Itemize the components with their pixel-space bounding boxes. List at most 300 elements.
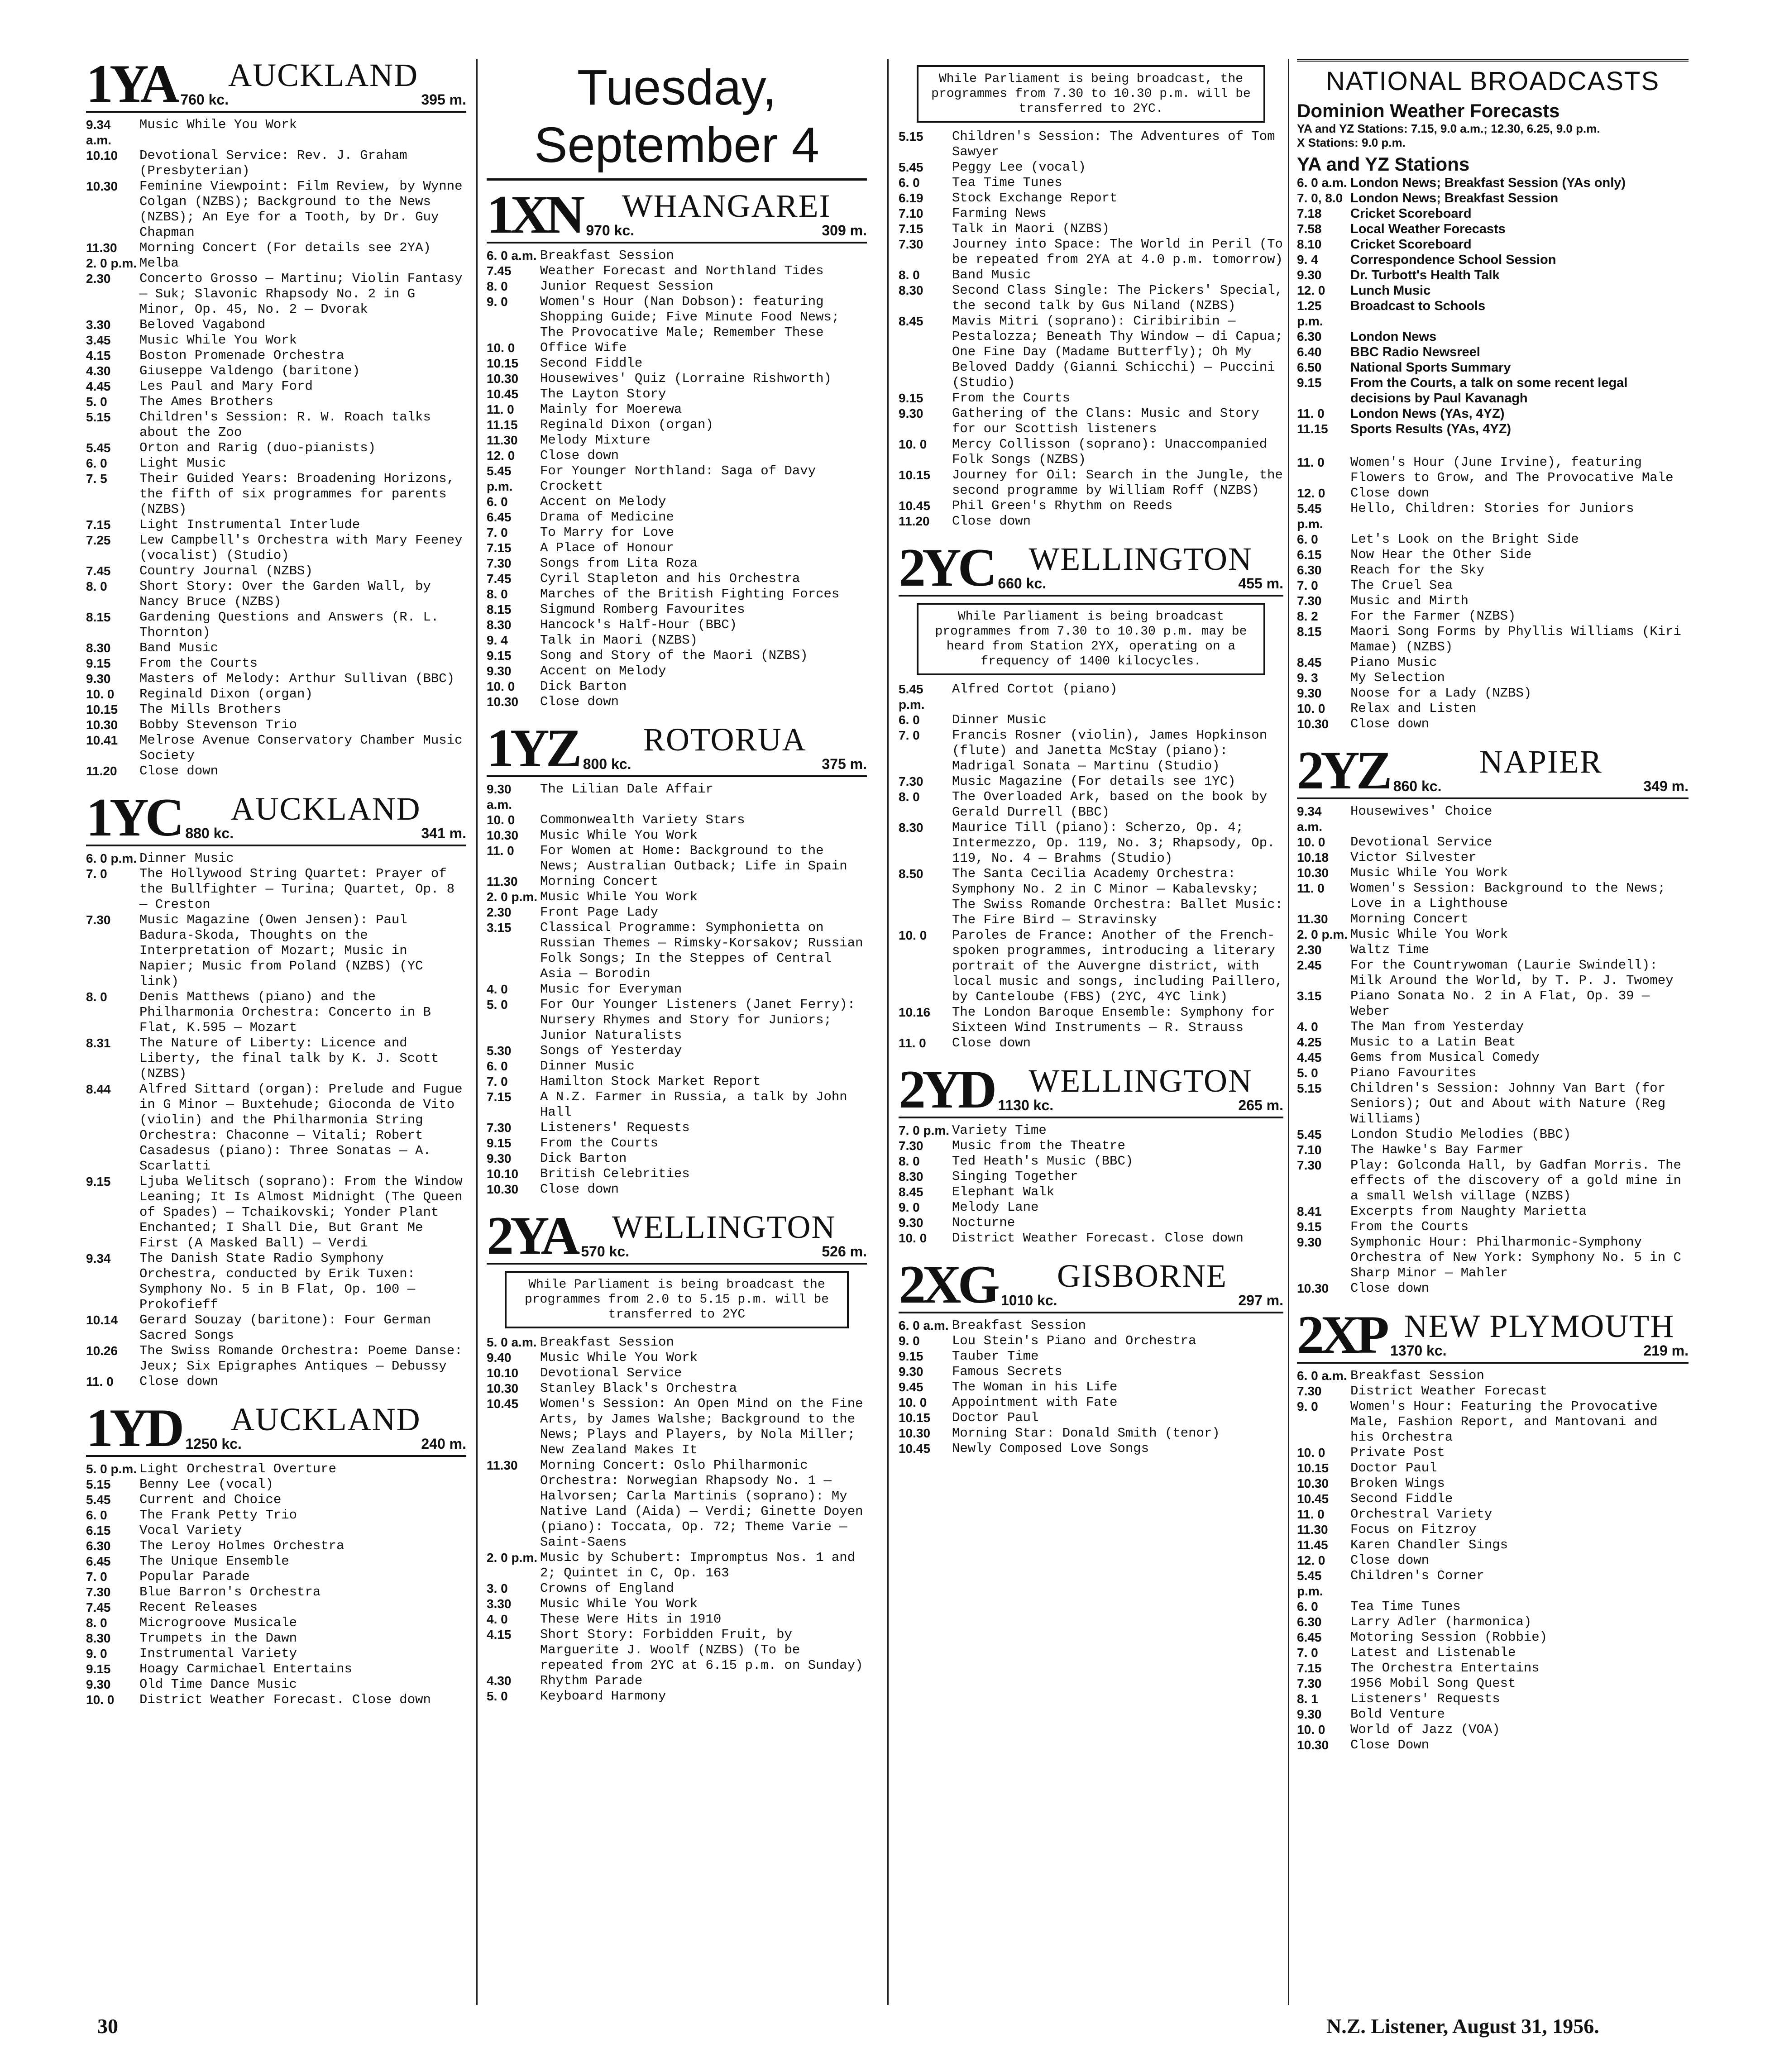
programme-item: [487, 664, 867, 679]
programme-item: [1297, 609, 1689, 624]
programme-time: 8. 0: [899, 1154, 920, 1168]
programme-item: [899, 406, 1283, 437]
programme-time: 11.20: [899, 514, 930, 528]
programme-item: [899, 498, 1283, 514]
programme-time: 10.30: [487, 372, 519, 386]
programme-list: [1297, 1368, 1689, 1753]
programme-time: 3.30: [86, 318, 111, 332]
station-kc: 800 kc.: [583, 756, 631, 772]
programme-time: 5.15: [86, 1477, 111, 1491]
station-kc: 760 kc.: [180, 91, 229, 108]
programme-item: [86, 379, 466, 394]
programme-item: [487, 648, 867, 664]
programme-item: [1297, 942, 1689, 958]
programme-title: Mavis Mitri (soprano): Ciribiribin — Pestalozza; Beneath Thy Window — di Capua; One Fine Day (Madame Butterfly); Oh My Beloved Daddy (Gianni Schicchi) — Puccini (Studio): [952, 314, 1283, 390]
programme-time: 9.30: [899, 1365, 923, 1379]
programme-time: 6.15: [86, 1523, 111, 1537]
national-programme-item: [1297, 252, 1689, 267]
programme-title: Elephant Walk: [952, 1184, 1055, 1199]
programme-title: Old Time Dance Music: [139, 1677, 297, 1692]
programme-title: Gardening Questions and Answers (R. L. Thornton): [139, 610, 439, 640]
programme-time: 4.45: [86, 379, 111, 393]
programme-time: 7.58: [1297, 222, 1322, 236]
programme-time: 9.15: [86, 1662, 111, 1676]
programme-item: [1297, 1035, 1689, 1050]
programme-time: 7.45: [487, 264, 512, 278]
programme-time: 10.30: [1297, 1476, 1329, 1490]
programme-item: [1297, 1553, 1689, 1568]
station-frequency: [583, 756, 867, 773]
station-call-sign: 1YZ: [487, 718, 579, 778]
programme-item: [86, 517, 466, 533]
programme-time: 7.30: [899, 774, 923, 788]
programme-time: 7.10: [899, 206, 923, 220]
station-frequency: [1001, 1292, 1283, 1309]
programme-item: [487, 782, 867, 812]
programme-time: 2.45: [1297, 958, 1322, 972]
programme-time: 5.15: [899, 129, 923, 143]
programme-item: [86, 671, 466, 687]
national-programme-item: [1297, 329, 1689, 344]
programme-time: 12. 0: [1297, 486, 1325, 500]
programme-time: 8.41: [1297, 1204, 1322, 1218]
programme-item: [487, 602, 867, 617]
programme-time: 7.30: [487, 1121, 512, 1135]
programme-title: Focus on Fitzroy: [1350, 1522, 1477, 1537]
programme-item: [487, 387, 867, 402]
programme-title: Gerard Souzay (baritone): Four German Sacred Songs: [139, 1313, 431, 1343]
programme-time: 9.30: [1297, 686, 1322, 700]
programme-time: 4.15: [487, 1628, 512, 1642]
station-block: [899, 537, 1283, 1051]
programme-item: [487, 1120, 867, 1136]
programme-title: Noose for a Lady (NZBS): [1350, 686, 1532, 701]
programme-time: 4.30: [86, 364, 111, 378]
programme-item: [899, 237, 1283, 267]
programme-item: [1297, 1081, 1689, 1127]
programme-time: 6. 0 a.m.: [1297, 176, 1347, 190]
station-metres: 526 m.: [822, 1243, 867, 1260]
programme-time: 9.34 a.m.: [86, 118, 112, 147]
programme-item: [86, 640, 466, 656]
programme-title: A N.Z. Farmer in Russia, a talk by John Hall: [540, 1089, 847, 1120]
programme-list: [487, 248, 867, 710]
programme-title: Popular Parade: [139, 1569, 250, 1584]
stations-heading: YA and YZ Stations: [1297, 153, 1470, 175]
programme-title: Dick Barton: [540, 679, 627, 694]
station-block: [487, 718, 867, 1197]
programme-title: Light Orchestral Overture: [139, 1461, 337, 1476]
programme-time: 7.30: [1297, 1676, 1322, 1690]
programme-title: Music Magazine (For details see 1YC): [952, 774, 1236, 789]
station-block: [899, 1059, 1283, 1246]
station-kc: 1370 kc.: [1390, 1342, 1447, 1359]
programme-item: [1297, 547, 1689, 563]
programme-title: For the Countrywoman (Laurie Swindell): Milk Around the World, by T. P. J. Twomey: [1350, 958, 1674, 988]
station-header: [86, 787, 466, 847]
programme-item: [487, 587, 867, 602]
programme-title: Phil Green's Rhythm on Reeds: [952, 498, 1173, 513]
station-metres: 375 m.: [822, 756, 867, 772]
programme-time: 11.45: [1297, 1538, 1328, 1552]
programme-title: Sigmund Romberg Favourites: [540, 602, 745, 617]
programme-item: [1297, 1676, 1689, 1691]
programme-time: 11. 0: [1297, 1507, 1325, 1521]
programme-item: [487, 571, 867, 587]
programme-time: 2.30: [86, 272, 111, 286]
programme-title: The Layton Story: [540, 387, 666, 401]
programme-item: [487, 1151, 867, 1166]
programme-item: [899, 175, 1283, 191]
programme-title: The Cruel Sea: [1350, 578, 1453, 593]
programme-item: [86, 1631, 466, 1646]
programme-time: 8.30: [899, 1170, 923, 1184]
programme-item: [487, 1396, 867, 1458]
programme-title: Hancock's Half-Hour (BBC): [540, 617, 737, 632]
programme-item: [1297, 701, 1689, 716]
programme-title: Hamilton Stock Market Report: [540, 1074, 761, 1089]
programme-time: 2. 0 p.m.: [487, 1551, 538, 1565]
programme-item: [487, 812, 867, 828]
programme-title: Close down: [1350, 486, 1430, 501]
programme-title: Morning Concert (For details see 2YA): [139, 240, 431, 255]
national-programme-item: [1297, 421, 1689, 437]
programme-time: 9.30: [1297, 1707, 1322, 1721]
station-kc: 880 kc.: [185, 825, 234, 841]
programme-title: Children's Session: The Adventures of Tom Sawyer: [952, 129, 1275, 159]
station-city: WELLINGTON: [1029, 541, 1253, 577]
programme-time: 11.30: [86, 241, 117, 255]
national-programme-item: [1297, 298, 1689, 329]
programme-title: Women's Session: Background to the News; Love in a Lighthouse: [1350, 881, 1666, 911]
programme-title: Music While You Work: [540, 1350, 698, 1365]
programme-title: The Mills Brothers: [139, 702, 282, 717]
programme-time: 8.45: [1297, 655, 1322, 669]
programme-time: 6.45: [1297, 1630, 1322, 1644]
programme-title: Francis Rosner (violin), James Hopkinson (flute) and Janetta McStay (piano): Madrigal Sonata — Martinu (Studio): [952, 728, 1268, 773]
programme-item: [1297, 1050, 1689, 1065]
station-info: [185, 793, 466, 842]
programme-time: 6.40: [1297, 345, 1322, 359]
programme-time: 6. 0: [899, 176, 920, 190]
station-header: [487, 184, 867, 244]
programme-title: Mercy Collisson (soprano): Unaccompanied Folk Songs (NZBS): [952, 437, 1268, 467]
programme-time: 10. 0: [899, 1231, 927, 1245]
programme-title: The Man from Yesterday: [1350, 1019, 1524, 1034]
programme-time: 5.45 p.m.: [487, 464, 513, 493]
column-rule: [476, 59, 478, 2005]
programme-time: 10.15: [1297, 1461, 1329, 1475]
programme-time: 6. 0: [1297, 1599, 1318, 1614]
station-kc: 1250 kc.: [185, 1436, 242, 1452]
station-block: [86, 787, 466, 1389]
programme-title: Music While You Work: [1350, 865, 1508, 880]
programme-time: 7.30: [86, 1585, 111, 1599]
programme-title: Music Magazine (Owen Jensen): Paul Badura-Skoda, Thoughts on the Interpretation of Mozart; Music in Napier; Music from Poland (NZBS) (YC link): [139, 912, 423, 989]
programme-time: 5.45 p.m.: [1297, 501, 1323, 531]
programme-title: Reginald Dixon (organ): [139, 687, 313, 702]
programme-title: These Were Hits in 1910: [540, 1612, 722, 1627]
programme-item: [1297, 532, 1689, 547]
programme-item: [86, 410, 466, 440]
programme-item: [899, 728, 1283, 774]
programme-item: [1297, 1445, 1689, 1461]
programme-item: [86, 912, 466, 989]
programme-title: Blue Barron's Orchestra: [139, 1585, 321, 1599]
programme-time: 7.30: [86, 913, 111, 927]
programme-item: [86, 256, 466, 271]
programme-time: 5.30: [487, 1044, 512, 1058]
programme-item: [1297, 1645, 1689, 1661]
programme-item: [1297, 1204, 1689, 1219]
programme-title: Breakfast Session: [540, 248, 674, 263]
station-city: ROTORUA: [643, 721, 807, 758]
programme-item: [86, 1661, 466, 1677]
programme-item: [487, 263, 867, 279]
programme-item: [86, 333, 466, 348]
programme-time: 8.44: [86, 1082, 111, 1096]
programme-list: [86, 117, 466, 779]
programme-title: Music While You Work: [139, 117, 297, 132]
programme-title: Karen Chandler Sings: [1350, 1537, 1508, 1552]
programme-title: Latest and Listenable: [1350, 1645, 1516, 1660]
programme-time: 11. 0: [487, 402, 514, 416]
programme-title: Their Guided Years: Broadening Horizons, the fifth of six programmes for parents (NZBS): [139, 471, 455, 517]
programme-time: 9. 0: [86, 1647, 107, 1661]
programme-time: 9.30: [899, 406, 923, 420]
programme-title: Accent on Melody: [540, 494, 666, 509]
programme-time: 6.19: [899, 191, 923, 205]
national-broadcasts-title: NATIONAL BROADCASTS: [1325, 67, 1660, 96]
programme-item: [899, 682, 1283, 712]
programme-item: [86, 471, 466, 517]
programme-title: BBC Radio Newsreel: [1350, 345, 1480, 359]
programme-time: 10.18: [1297, 850, 1329, 864]
national-programme-item: [1297, 175, 1689, 191]
station-kc: 570 kc.: [581, 1243, 630, 1260]
programme-time: 7.15: [899, 222, 923, 236]
programme-title: Les Paul and Mary Ford: [139, 379, 313, 394]
programme-item: [86, 348, 466, 363]
programme-item: [86, 1036, 466, 1082]
programme-item: [86, 363, 466, 379]
programme-item: [899, 1441, 1283, 1456]
programme-item: [487, 1074, 867, 1089]
programme-item: [86, 179, 466, 240]
programme-item: [1297, 1142, 1689, 1158]
programme-title: Morning Concert: [1350, 912, 1469, 926]
programme-time: 8. 0: [487, 279, 508, 293]
programme-list: [899, 1123, 1283, 1246]
programme-item: [899, 1318, 1283, 1333]
programme-time: 10.30: [487, 1182, 519, 1196]
station-kc: 860 kc.: [1393, 778, 1442, 794]
programme-time: 10.45: [899, 1442, 931, 1456]
programme-list: [86, 1461, 466, 1708]
programme-title: Melba: [139, 256, 179, 271]
programme-item: [487, 679, 867, 694]
station-info: [998, 1065, 1283, 1114]
programme-title: District Weather Forecast. Close down: [952, 1231, 1244, 1246]
programme-title: Morning Concert: Oslo Philharmonic Orchestra: Norwegian Rhapsody No. 1 — Halvorsen; Carla Martinis (soprano): My Native Land (Aida) — Verdi; Ginette Doyen (piano): Toccata, Op. 72; Theme Varie — Saint-Saens: [540, 1458, 863, 1550]
station-frequency: [180, 91, 466, 108]
programme-title: Famous Secrets: [952, 1364, 1062, 1379]
programme-item: [1297, 835, 1689, 850]
programme-title: Music While You Work: [540, 828, 698, 843]
station-call-sign: 2YC: [899, 537, 994, 597]
programme-item: [899, 1215, 1283, 1231]
national-programme-item: [1297, 191, 1689, 206]
programme-time: 10.30: [86, 718, 118, 732]
programme-time: 3.45: [86, 333, 111, 347]
programme-title: British Celebrities: [540, 1166, 690, 1181]
station-header: [1297, 1304, 1689, 1365]
programme-item: [86, 317, 466, 333]
programme-title: Close Down: [1350, 1738, 1430, 1752]
programme-time: 6. 0 a.m.: [487, 248, 537, 263]
programme-item: [899, 191, 1283, 206]
programme-time: 5. 0: [86, 395, 107, 409]
column-3: [899, 59, 1283, 1470]
programme-time: 7.45: [487, 572, 512, 586]
programme-time: 5. 0: [487, 998, 508, 1012]
programme-item: [899, 206, 1283, 221]
programme-item: [1297, 716, 1689, 732]
programme-item: [1297, 881, 1689, 912]
programme-time: 8.30: [86, 641, 111, 655]
station-call-sign: 2YA: [487, 1205, 577, 1265]
programme-time: 8.45: [899, 314, 923, 328]
programme-item: [487, 356, 867, 371]
programme-title: Front Page Lady: [540, 905, 659, 920]
programme-time: 7.10: [1297, 1143, 1322, 1157]
programme-item: [86, 717, 466, 733]
programme-time: 11.30: [487, 433, 518, 447]
programme-time: 8.10: [1297, 237, 1322, 251]
programme-item: [487, 371, 867, 387]
programme-title: Music While You Work: [540, 1596, 698, 1611]
programme-title: A Place of Honour: [540, 540, 674, 555]
programme-time: 10.10: [86, 148, 118, 162]
station-city: NAPIER: [1479, 744, 1603, 780]
programme-title: Breakfast Session: [952, 1318, 1086, 1333]
programme-item: [487, 494, 867, 510]
programme-time: 5. 0 a.m.: [487, 1335, 537, 1349]
programme-item: [899, 1005, 1283, 1036]
programme-title: 1956 Mobil Song Quest: [1350, 1676, 1516, 1691]
programme-item: [487, 617, 867, 633]
programme-title: Keyboard Harmony: [540, 1689, 666, 1704]
programme-title: Piano Music: [1350, 655, 1437, 670]
programme-title: Maurice Till (piano): Scherzo, Op. 4; Intermezzo, Op. 119, No. 3; Rhapsody, Op. 119, No. 4 — Brahms (Studio): [952, 820, 1275, 866]
programme-time: 10.30: [1297, 1738, 1329, 1752]
programme-item: [86, 1600, 466, 1615]
station-info: [586, 190, 867, 239]
programme-time: 10.30: [1297, 717, 1329, 731]
programme-item: [1297, 1384, 1689, 1399]
programme-item: [487, 1458, 867, 1550]
programme-time: 6. 0: [86, 1508, 107, 1522]
programme-item: [1297, 912, 1689, 927]
programme-title: The Santa Cecilia Academy Orchestra: Symphony No. 2 in C Minor — Kabalevsky; The Swiss Romande Orchestra: Ballet Music: The Fire Bird — Stravinsky: [952, 866, 1283, 927]
station-frequency: [1393, 778, 1689, 795]
programme-item: [86, 1477, 466, 1492]
programme-time: 7.30: [899, 1139, 923, 1153]
programme-time: 10. 0: [899, 437, 927, 451]
programme-time: 10.45: [1297, 1492, 1329, 1506]
programme-time: 8.15: [487, 602, 512, 616]
programme-item: [899, 928, 1283, 1005]
station-call-sign: 1YC: [86, 787, 181, 847]
programme-time: 11. 0: [1297, 455, 1325, 469]
station-frequency: [185, 825, 466, 842]
programme-time: 7.15: [1297, 1661, 1322, 1675]
programme-title: Alfred Sittard (organ): Prelude and Fugue in G Minor — Buxtehude; Gioconda de Vito (violin) and the Philharmonia String Orchestra: Chaconne — Vitali; Robert Casadesus (piano): Three Sonatas — A. Scarlatti: [139, 1082, 463, 1174]
programme-item: [86, 702, 466, 717]
programme-time: 7. 0: [86, 1570, 107, 1584]
programme-title: Recent Releases: [139, 1600, 258, 1615]
station-header: [86, 53, 466, 114]
programme-time: 9.34: [86, 1251, 111, 1265]
programme-title: From the Courts, a talk on some recent legal decisions by Paul Kavanagh: [1350, 376, 1628, 406]
page-number: 30: [97, 2015, 118, 2038]
programme-time: 8. 0: [86, 990, 107, 1004]
station-metres: 455 m.: [1238, 575, 1283, 592]
programme-title: Reach for the Sky: [1350, 563, 1484, 578]
programme-title: Light Music: [139, 456, 226, 471]
programme-time: 6. 0: [1297, 532, 1318, 546]
station-kc: 970 kc.: [586, 222, 635, 239]
programme-time: 2.30: [487, 905, 512, 919]
programme-title: Farming News: [952, 206, 1047, 221]
station-frequency: [185, 1436, 466, 1452]
programme-time: 9. 0: [487, 295, 508, 309]
station-header: [487, 718, 867, 778]
programme-item: [1297, 1065, 1689, 1081]
programme-title: The Hawke's Bay Farmer: [1350, 1142, 1524, 1157]
programme-title: Reginald Dixon (organ): [540, 417, 713, 432]
programme-time: 7. 0, 8.0: [1297, 191, 1343, 205]
programme-title: Broken Wings: [1350, 1476, 1445, 1491]
programme-item: [86, 1508, 466, 1523]
programme-title: Second Fiddle: [1350, 1491, 1453, 1506]
programme-item: [86, 563, 466, 579]
programme-title: Songs from Lita Roza: [540, 556, 698, 571]
programme-title: Cricket Scoreboard: [1350, 206, 1472, 221]
programme-time: 9.15: [899, 391, 923, 405]
programme-item: [899, 283, 1283, 314]
programme-time: 3.15: [1297, 989, 1322, 1003]
programme-time: 10.15: [899, 1411, 931, 1425]
programme-time: 10.30: [1297, 1281, 1329, 1295]
station-header: [899, 1254, 1283, 1314]
programme-time: 5. 0: [487, 1689, 508, 1703]
programme-time: 9.15: [86, 1174, 111, 1189]
station-block: [86, 1398, 466, 1708]
programme-time: 9.30: [487, 664, 512, 678]
programme-time: 3.30: [487, 1597, 512, 1611]
programme-item: [487, 448, 867, 463]
programme-time: 7.15: [86, 518, 111, 532]
programme-title: Second Class Single: The Pickers' Special, the second talk by Gus Niland (NZBS): [952, 283, 1283, 313]
programme-time: 9. 4: [1297, 253, 1318, 267]
programme-item: [1297, 1476, 1689, 1491]
programme-title: The Orchestra Entertains: [1350, 1661, 1540, 1676]
programme-title: Singing Together: [952, 1169, 1078, 1184]
programme-title: Melody Lane: [952, 1200, 1039, 1215]
programme-item: [86, 117, 466, 148]
programme-time: 7.30: [899, 237, 923, 251]
